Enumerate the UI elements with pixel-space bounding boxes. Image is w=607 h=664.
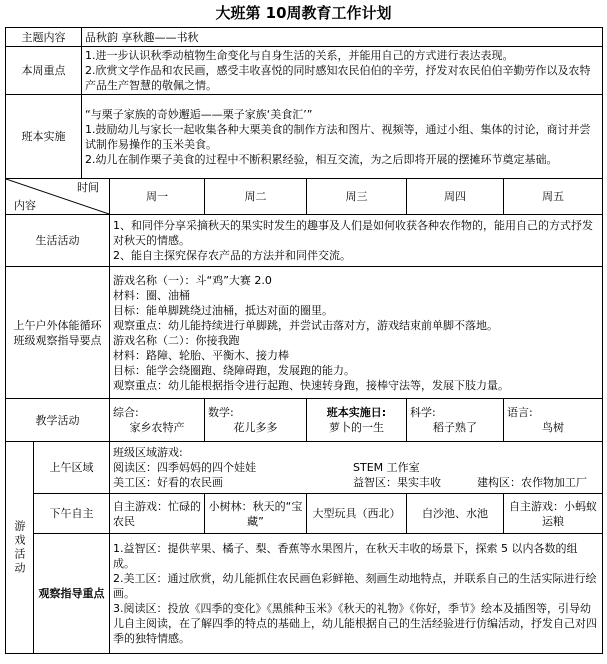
class-implementation-label: 班本实施 — [6, 95, 82, 179]
afternoon-mon: 自主游戏：忙碌的农民 — [110, 494, 205, 534]
life-activity-label: 生活活动 — [6, 215, 110, 267]
weekly-focus-row — [6, 47, 603, 95]
teaching-tue — [205, 399, 307, 442]
diagonal-header-cell — [6, 179, 110, 215]
page-title: 大班第 10周教育工作计划 — [215, 4, 392, 22]
outdoor-label: 上午户外体能循环班级观察指导要点 — [6, 267, 110, 399]
area-reading: 阅读区：四季妈妈的四个娃娃 — [113, 461, 256, 474]
teaching-thu — [407, 399, 504, 442]
teaching-fri — [504, 399, 603, 442]
day-header-fri: 周五 — [504, 179, 603, 215]
outdoor-line: 观察重点：幼儿能持续进行单脚跳，并尝试击落对方，游戏结束前单脚不落地。 — [113, 318, 498, 332]
afternoon-tue: 小树林：秋天的“宝藏” — [205, 494, 307, 534]
day-header-tue: 周二 — [205, 179, 307, 215]
observation-content — [110, 534, 603, 654]
morning-area-row — [6, 442, 603, 494]
morning-area-line — [113, 475, 599, 490]
game-activity-label-cell — [6, 442, 34, 654]
teaching-subject: 班本实施日: — [326, 406, 387, 419]
life-activity-line: 2、能自主探究保存农产品的方法并和同伴交流。 — [113, 249, 351, 262]
life-activity-line: 1、和同伴分享采摘秋天的果实时发生的趣事及人们是如何收获各种农作物的，能用自己的方式抒发对秋天的情感。 — [113, 219, 593, 247]
observation-line: 1.益智区：提供苹果、橘子、梨、香蕉等水果图片，在秋天丰收的场景下，探索 5 以内各数的组成。 — [113, 542, 578, 570]
teaching-topic: 萝卜的一生 — [329, 421, 384, 434]
day-header-wed: 周三 — [307, 179, 407, 215]
outdoor-content — [110, 267, 603, 399]
outdoor-line: 目标：能单脚跳绕过油桶，抵达对面的圈里。 — [113, 303, 333, 317]
morning-area-title: 班级区域游戏: — [113, 446, 183, 459]
observation-line: 3.阅读区：投放《四季的变化》《黑熊种玉米》《秋天的礼物》《你好，季节》绘本及插图等，引导幼儿自主阅读，在了解四季的特点的基础上，幼儿能根据自己的生活经验进行仿编活动，抒发自己对四季的独特情感。 — [113, 602, 597, 645]
teaching-subject: 科学: — [410, 406, 436, 419]
afternoon-wed: 大型玩具（西北） — [307, 494, 407, 534]
afternoon-thu: 白沙池、水池 — [407, 494, 504, 534]
outdoor-line: 目标：能学会绕圈跑、绕障碍跑，发展跑的能力。 — [113, 363, 355, 377]
morning-area-line — [113, 460, 599, 475]
teaching-label: 教学活动 — [6, 399, 110, 442]
weekly-focus-line: 2.欣赏文学作品和农民画，感受丰收喜悦的同时感知农民伯伯的辛劳，抒发对农民伯伯辛勤劳作以及农特产品生产智慧的敬佩之情。 — [85, 64, 591, 92]
time-label: 时间 — [77, 181, 99, 194]
teaching-topic: 家乡农特产 — [129, 421, 185, 434]
day-header-thu: 周四 — [407, 179, 504, 215]
content-label: 内容 — [14, 199, 36, 212]
morning-area-label: 上午区域 — [34, 442, 110, 494]
observation-label: 观察指导重点 — [34, 534, 110, 654]
outdoor-row — [6, 267, 603, 399]
teaching-topic: 花儿多多 — [233, 421, 278, 434]
teaching-subject: 数学: — [208, 406, 234, 419]
weekly-plan-table — [5, 27, 603, 654]
teaching-mon — [110, 399, 205, 442]
game-activity-label: 游戏活动 — [13, 519, 26, 576]
weekly-focus-label: 本周重点 — [6, 47, 82, 95]
area-stem: STEM 工作室 — [353, 461, 420, 474]
class-implementation-line: 1.鼓励幼儿与家长一起收集各种大栗美食的制作方法和图片、视频等，通过小组、集体的讨论，商讨并尝试制作易操作的玉米美食。 — [85, 122, 591, 151]
class-implementation-line: 2.幼儿在制作栗子美食的过程中不断积累经验，相互交流，为之后即将开展的摆摊环节奠定基础。 — [85, 152, 558, 166]
class-implementation-content — [82, 95, 603, 179]
afternoon-fri: 自主游戏：小蚂蚁运粮 — [504, 494, 603, 534]
outdoor-line: 材料：路障、轮胎、平衡木、接力棒 — [113, 348, 289, 362]
weekly-focus-line: 1.进一步认识秋季动植物生命变化与自身生活的关系，并能用自己的方式进行表达表现。 — [85, 49, 514, 62]
theme-label: 主题内容 — [6, 28, 82, 47]
area-art: 美工区：好看的农民画 — [113, 476, 223, 489]
teaching-wed — [307, 399, 407, 442]
teaching-topic: 稻子熟了 — [433, 421, 477, 434]
teaching-subject: 综合: — [113, 406, 139, 419]
class-implementation-line: “与栗子家族的奇妙邂逅——栗子家族‘美食汇’” — [85, 107, 313, 121]
outdoor-line: 游戏名称（一）：斗“鸡”大赛 2.0 — [113, 273, 272, 287]
class-implementation-row — [6, 95, 603, 179]
area-construction: 建构区：农作物加工厂 — [477, 476, 587, 489]
life-activity-content — [110, 215, 603, 267]
outdoor-line: 观察重点：幼儿能根据指令进行起跑、快速转身跑，接棒守法等，发展下肢力量。 — [113, 378, 509, 392]
area-puzzle: 益智区：果实丰收 — [353, 476, 441, 489]
teaching-topic: 鸟树 — [542, 421, 565, 434]
morning-area-content — [110, 442, 603, 494]
observation-line: 2.美工区：通过欣赏，幼儿能抓住农民画色彩鲜艳、刻画生动地特点，并联系自己的生活实际进行绘画。 — [113, 572, 597, 600]
day-header-mon: 周一 — [110, 179, 205, 215]
weekday-header-row — [6, 179, 603, 215]
afternoon-row — [6, 494, 603, 534]
observation-row — [6, 534, 603, 654]
teaching-row — [6, 399, 603, 442]
teaching-subject: 语言: — [507, 406, 533, 419]
life-activity-row — [6, 215, 603, 267]
afternoon-label: 下午自主 — [34, 494, 110, 534]
theme-row — [6, 28, 603, 47]
weekly-focus-content — [82, 47, 603, 95]
outdoor-line: 材料：圈、油桶 — [113, 288, 190, 302]
theme-value: 品秋韵 享秋趣——书秋 — [82, 28, 603, 47]
outdoor-line: 游戏名称（二）：你接我跑 — [113, 333, 240, 347]
